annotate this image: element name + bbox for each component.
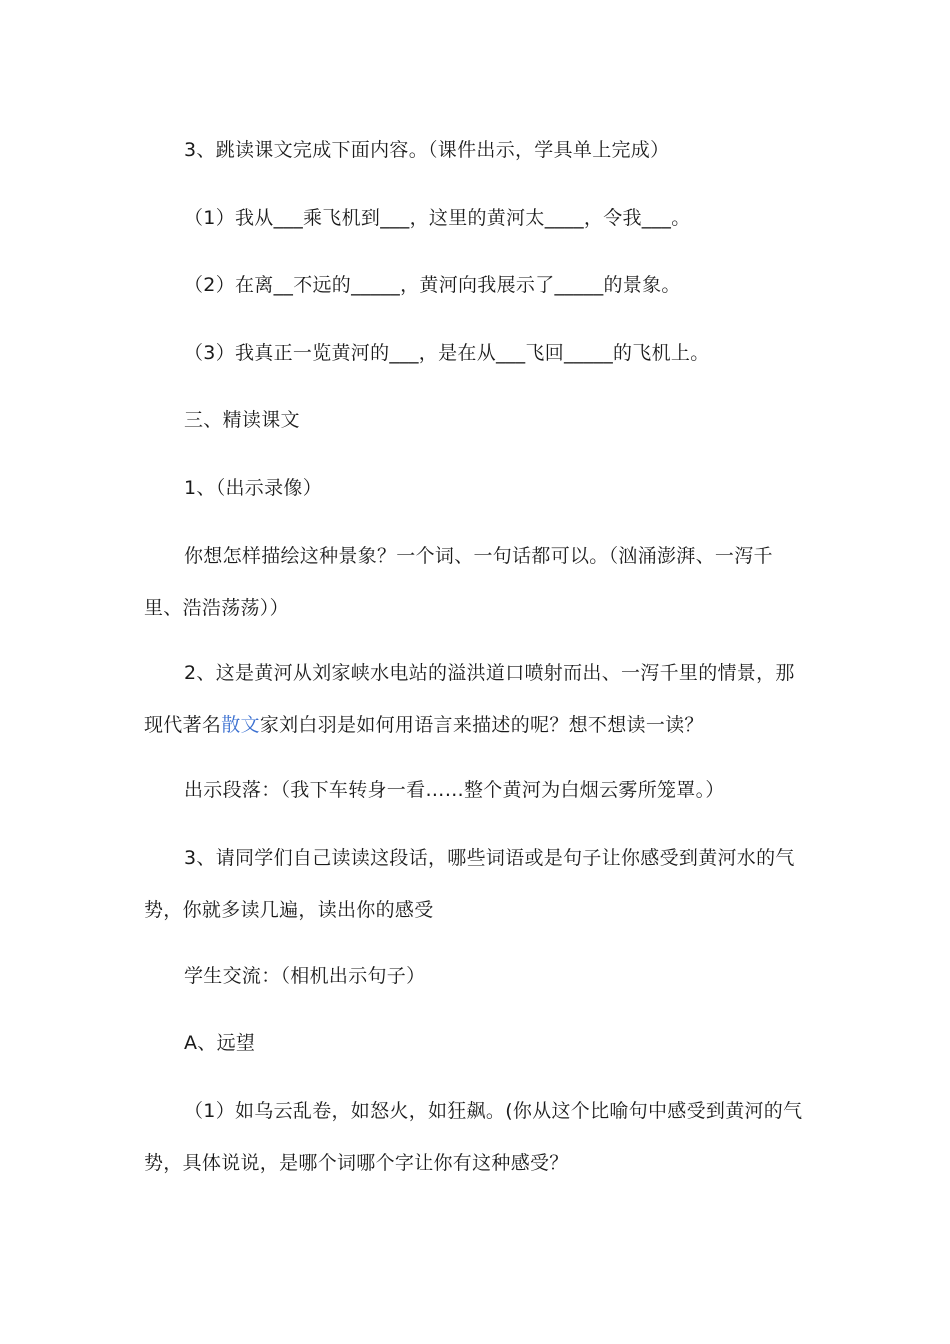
paragraph-liujiaxia-text-after: 家刘白羽是如何用语言来描述的呢？想不想读一读？ — [259, 714, 704, 736]
paragraph-metaphor-question: （1）如乌云乱卷，如怒火，如狂飙。(你从这个比喻句中感受到黄河的气势，具体说说，是哪个词哪个字让你有这种感受？ — [144, 1100, 803, 1174]
paragraph-liujiaxia — [144, 647, 810, 751]
prose-link[interactable]: 散文 — [221, 714, 260, 736]
paragraph-show-video: 1、（出示录像） — [184, 477, 322, 499]
paragraph-blank-3: （3）我真正一览黄河的___，是在从___飞回_____的飞机上。 — [184, 342, 710, 364]
paragraph-show-passage: 出示段落：（我下车转身一看……整个黄河为白烟云雾所笼罩。） — [184, 779, 725, 801]
paragraph-blank-1: （1）我从___乘飞机到___，这里的黄河太____，令我___。 — [184, 207, 691, 229]
paragraph-skim-reading-task: 3、跳读课文完成下面内容。（课件出示，学具单上完成） — [184, 139, 670, 161]
paragraph-liujiaxia-text-before: 2、这是黄河从刘家峡水电站的溢洪道口喷射而出、一泻千里的情景，那现代著名 — [144, 662, 795, 736]
paragraph-describe-scene: 你想怎样描绘这种景象？一个词、一句话都可以。（汹涌澎湃、一泻千里、浩浩荡荡）） — [144, 545, 773, 619]
subheading-distant-view: A、远望 — [184, 1032, 256, 1054]
paragraph-read-aloud-task: 3、请同学们自己读读这段话，哪些词语或是句子让你感受到黄河水的气势，你就多读几遍，读出你的感受 — [144, 847, 795, 921]
section-heading-close-reading: 三、精读课文 — [184, 409, 300, 431]
paragraph-student-exchange: 学生交流：（相机出示句子） — [184, 965, 426, 987]
paragraph-blank-2: （2）在离__不远的_____，黄河向我展示了_____的景象。 — [184, 274, 681, 296]
